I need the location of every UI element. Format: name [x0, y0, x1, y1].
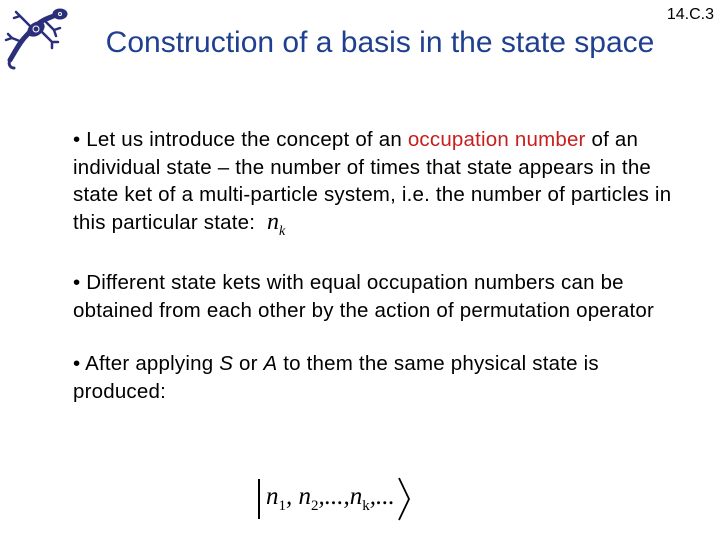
occupation-symbol: $n_k$ — [266, 208, 286, 239]
ket-left-bar — [258, 479, 260, 519]
page-title: Construction of a basis in the state space — [105, 26, 655, 59]
lizard-logo-icon — [2, 2, 72, 72]
slide-body — [73, 126, 683, 431]
operator-A: A — [263, 352, 278, 375]
highlight-term: occupation number — [407, 128, 586, 151]
bullet-permutation: • Different state kets with equal occupation numbers can be obtained from each other by the action of permutation operator — [73, 271, 655, 322]
bullet-occupation-number — [73, 126, 683, 245]
slide-number: 14.C.3 — [666, 6, 714, 23]
ket-content: $n_1$, $n_2,...,n_k$,... — [266, 483, 395, 514]
operator-S: S — [219, 352, 234, 375]
bullet-text: • Let us introduce the concept of an — [73, 128, 408, 151]
bullet-text: of an individual state – the number of times that state appears in the state ket of a multi-particle system, i.e. the number of particles in this particular state: — [73, 128, 672, 234]
bullet-symmetrization: • After applying S or A to them the same physical state is produced: — [73, 352, 599, 403]
ket-right-angle — [397, 476, 411, 522]
state-ket-formula — [258, 476, 411, 522]
